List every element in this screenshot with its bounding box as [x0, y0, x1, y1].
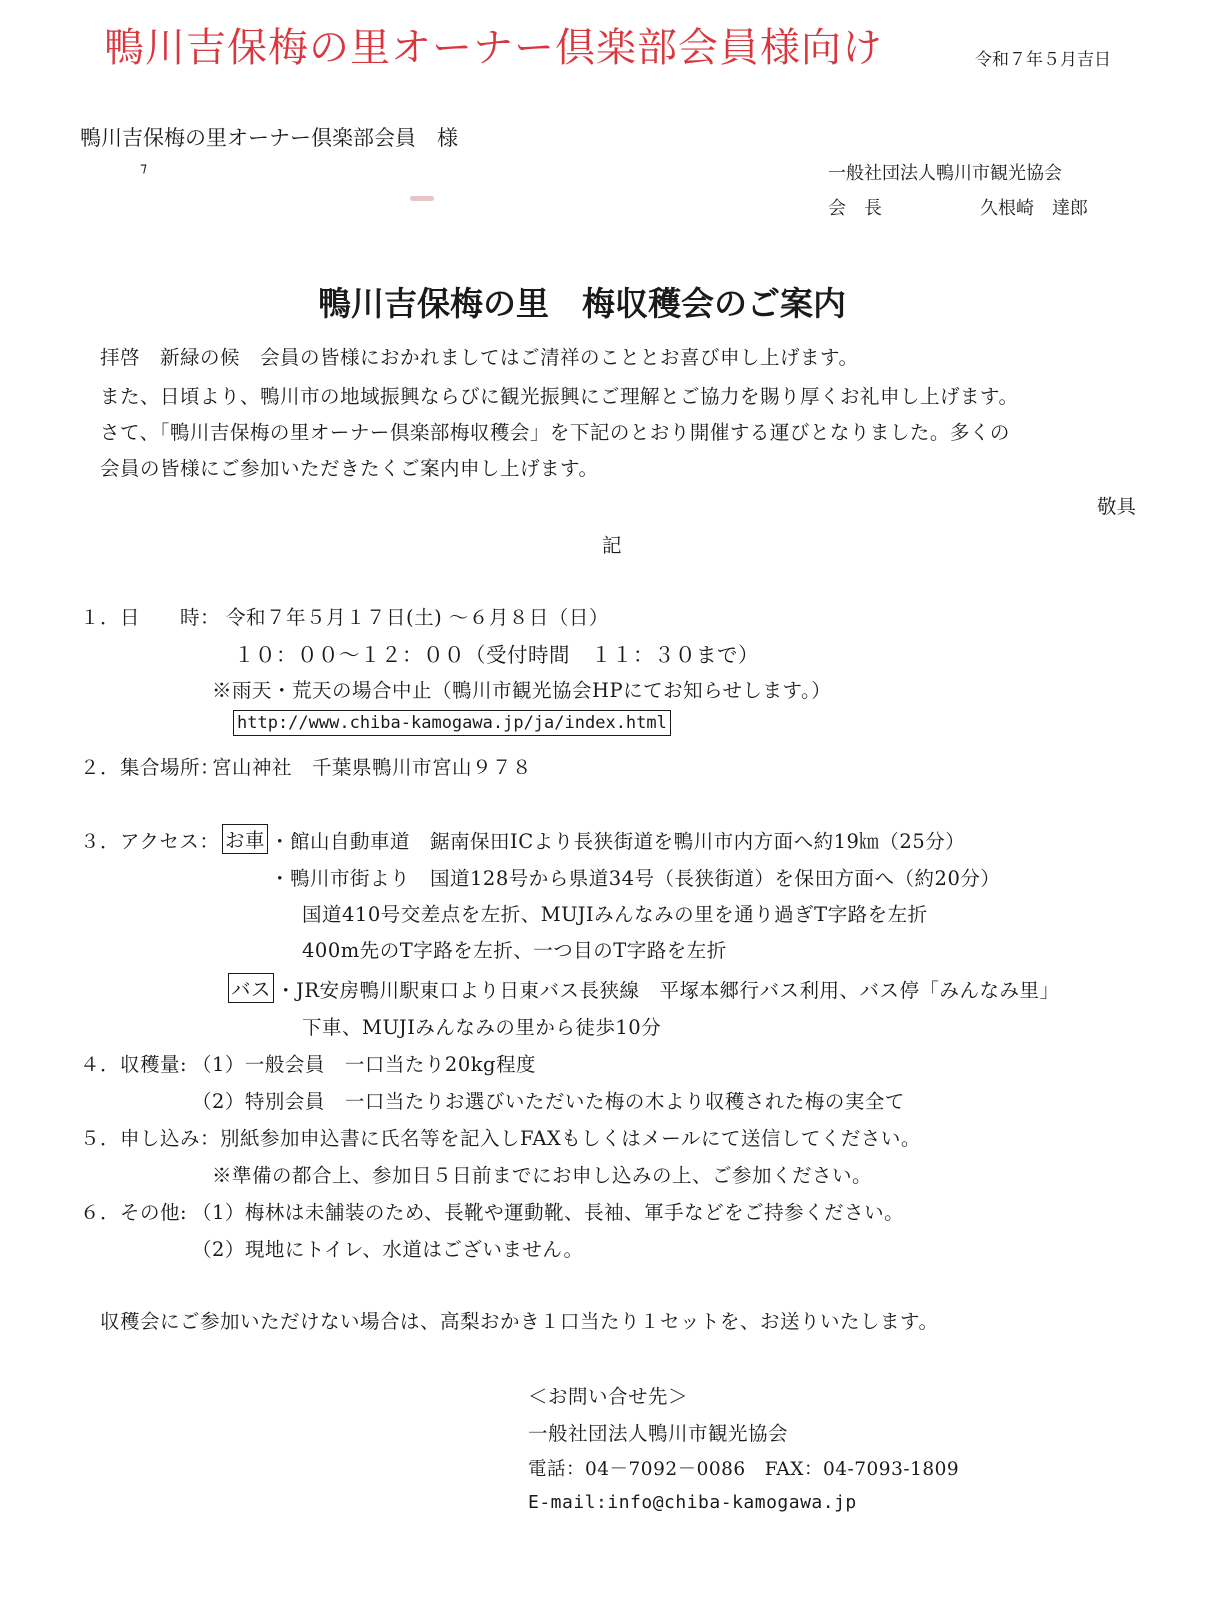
document-title: 鴨川吉保梅の里 梅収穫会のご案内: [318, 284, 846, 323]
other-note-2: （2）現地にトイレ、水道はございません。: [192, 1238, 584, 1261]
yield-general: （1）一般会員 一口当たり20kg程度: [192, 1053, 537, 1076]
greeting-line: さて、「鴨川吉保梅の里オーナー倶楽部梅収穫会」を下記のとおり開催する運びとなりました。多くの: [100, 421, 1010, 444]
car-route-4: 400m先のT字路を左折、一つ目のT字路を左折: [302, 939, 727, 962]
contact-email[interactable]: E-mail:info@chiba-kamogawa.jp: [528, 1492, 857, 1513]
greeting-line: また、日頃より、鴨川市の地域振興ならびに観光振興にご理解とご協力を賜り厚くお礼申し上げます。: [100, 385, 1019, 408]
sender-role: 会 長: [828, 198, 882, 219]
bus-route-1: ・JR安房鴨川駅東口より日東バス長狭線 平塚本郷行バス利用、バス停「みんなみ里」: [276, 979, 1060, 1002]
apply-deadline: ※準備の都合上、参加日５日前までにお申し込みの上、ご参加ください。: [212, 1164, 873, 1187]
bus-tag: バス: [228, 973, 274, 1003]
item-rain-note: ※雨天・荒天の場合中止（鴨川市観光協会HPにてお知らせします。）: [212, 679, 832, 702]
sender-name: 久根崎 達郎: [980, 198, 1088, 219]
greeting-line: 拝啓 新緑の候 会員の皆様におかれましてはご清祥のこととお喜び申し上げます。: [100, 346, 859, 369]
notes-marker: 記: [602, 534, 622, 557]
item-yield-label: ４．収穫量:: [80, 1053, 188, 1076]
item-time-value: １０：００～１２：００（受付時間 １１：３０まで）: [234, 643, 759, 667]
website-url[interactable]: http://www.chiba-kamogawa.jp/ja/index.html: [233, 710, 671, 736]
item-other-label: ６．その他:: [80, 1201, 188, 1224]
sender-organization: 一般社団法人鴨川市観光協会: [828, 163, 1062, 184]
contact-heading: ＜お問い合せ先＞: [528, 1385, 689, 1408]
ink-smudge: [410, 196, 434, 201]
item-date-value: 令和７年５月１７日(土) ～６月８日（日）: [226, 606, 609, 629]
contact-organization: 一般社団法人鴨川市観光協会: [528, 1422, 789, 1445]
greeting-line: 会員の皆様にご参加いただきたくご案内申し上げます。: [100, 457, 599, 480]
alternative-gift-note: 収穫会にご参加いただけない場合は、高梨おかき１口当たり１セットを、お送りいたします。: [100, 1310, 939, 1333]
bus-route-2: 下車、MUJIみんなみの里から徒歩10分: [302, 1016, 662, 1039]
item-place-label: ２．集合場所：: [80, 756, 221, 779]
item-access-label: ３．アクセス：: [80, 830, 220, 853]
car-tag: お車: [222, 824, 268, 854]
recipient: 鴨川吉保梅の里オーナー倶楽部会員 様: [80, 126, 458, 150]
apply-instruction: 別紙参加申込書に氏名等を記入しFAXもしくはメールにて送信してください。: [220, 1127, 921, 1150]
stray-mark: ⁊: [140, 160, 147, 176]
yield-special: （2）特別会員 一口当たりお選びいただいた梅の木より収穫された梅の実全て: [192, 1090, 905, 1113]
page-banner: 鴨川吉保梅の里オーナー倶楽部会員様向け: [104, 25, 883, 71]
issue-date: 令和７年５月吉日: [975, 50, 1111, 70]
closing-word: 敬具: [1097, 495, 1137, 518]
item-date-label: １．日 時：: [80, 606, 221, 629]
car-route-1: ・館山自動車道 鋸南保田ICより長狭街道を鴨川市内方面へ約19㎞（25分）: [270, 830, 966, 853]
car-route-3: 国道410号交差点を左折、MUJIみんなみの里を通り過ぎT字路を左折: [302, 903, 928, 926]
item-place-value: 宮山神社 千葉県鴨川市宮山９７８: [212, 756, 533, 779]
other-note-1: （1）梅林は未舗装のため、長靴や運動靴、長袖、軍手などをご持参ください。: [192, 1201, 905, 1224]
item-apply-label: ５．申し込み：: [80, 1127, 221, 1150]
contact-phone-fax: 電話：04－7092－0086 FAX：04-7093-1809: [528, 1459, 960, 1480]
car-route-2: ・鴨川市街より 国道128号から県道34号（長狭街道）を保田方面へ（約20分）: [270, 867, 1001, 890]
